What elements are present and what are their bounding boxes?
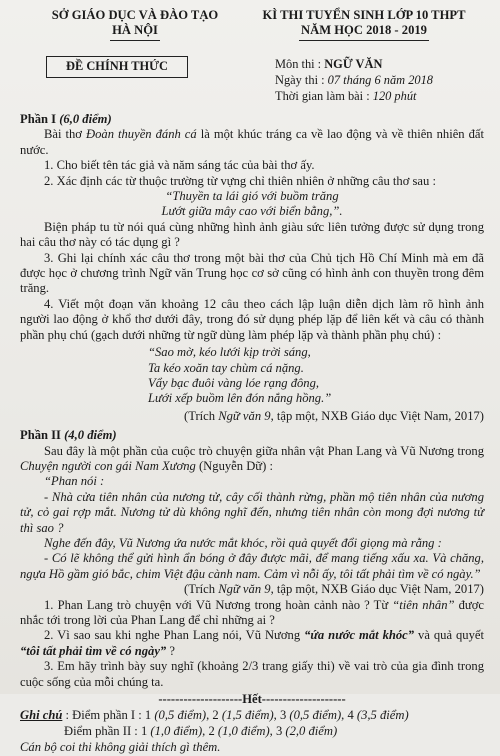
part-2-intro: Sau đây là một phần của cuộc trò chuyện giữa nhân vật Phan Lang và Vũ Nương trong Chuyện người con gái Nam Xương (Nguyễn Dữ) :	[20, 443, 484, 473]
dialogue-line-3: - Có lẽ không thể gửi hình ẩn bóng ở đây được mãi, để mang tiếng xấu xa. Và chăng, ngựa Hồ gầm gió bắc, chim Việt đậu cành nam. Cảm vì nỗi ấy, tôi tất phải tìm về có ngày.”	[20, 551, 484, 581]
part-2-title: Phần II (4,0 điểm)	[20, 428, 117, 443]
part-1-intro: Bài thơ Đoàn thuyền đánh cá là một khúc tráng ca về lao động và về thiên nhiên đất nước.	[20, 127, 484, 157]
dialogue-speaker: “Phan nói :	[44, 474, 105, 489]
end-mark: --------------------Hết--------------------	[158, 692, 346, 707]
part-1-question-2: 2. Xác định các từ thuộc trường từ vựng chỉ thiên nhiên ở những câu thơ sau :	[44, 173, 436, 188]
part-1-question-4: 4. Viết một đoạn văn khoảng 12 câu theo cách lập luận diễn dịch làm rõ hình ảnh người lao động ở khổ thơ dưới đây, trong đó sử dụng phép lặp để liên kết và câu có thành phần phụ chú (gạch dưới những từ ngữ dùng làm phép lặp và thành phần phụ chú) :	[20, 296, 484, 342]
part-1-question-3: 3. Ghi lại chính xác câu thơ trong một bài thơ của Chủ tịch Hồ Chí Minh mà em đã được học ở chương trình Ngữ văn Trung học cơ sở cũng có hình ảnh con thuyền trong đêm trăng.	[20, 250, 484, 296]
verse-line-2: Lướt giữa mây cao với biển bằng,”.	[161, 204, 343, 219]
part-2-source: (Trích Ngữ văn 9, tập một, NXB Giáo dục Việt Nam, 2017)	[184, 582, 484, 597]
part-2-question-2: 2. Vì sao sau khi nghe Phan Lang nói, Vũ Nương “ứa nước mắt khóc” và quả quyết “tôi tất phải tìm về có ngày” ?	[20, 628, 484, 658]
official-label: ĐỀ CHÍNH THỨC	[46, 56, 188, 78]
poem-line: “Sao mờ, kéo lưới kịp trời sáng,	[148, 345, 311, 360]
notes-line-2: Điểm phần II : 1 (1,0 điểm), 2 (1,0 điểm), 3 (2,0 điểm)	[64, 723, 338, 738]
part-1-question-2b: Biện pháp tu từ nói quá cùng những hình ảnh giàu sức liên tưởng được sử dụng trong hai câu thơ này có tác dụng gì ?	[20, 219, 484, 250]
exam-title: KÌ THI TUYỂN SINH LỚP 10 THPT	[262, 8, 466, 22]
part-2-question-3: 3. Em hãy trình bày suy nghĩ (khoảng 2/3 trang giấy thi) về vai trò của gia đình trong cuộc sống của mỗi chúng ta.	[20, 659, 484, 689]
time-row: Thời gian làm bài : 120 phút	[275, 89, 417, 103]
exam-meta	[275, 56, 433, 104]
dialogue-line-2: Nghe đến đây, Vũ Nương ứa nước mắt khóc, rồi quả quyết đổi giọng mà rằng :	[44, 535, 442, 550]
poem-line: Vẩy bạc đuôi vàng lóe rạng đông,	[148, 375, 320, 390]
part-1-title: Phần I (6,0 điểm)	[20, 112, 112, 126]
footer-note: Cán bộ coi thi không giải thích gì thêm.	[20, 740, 221, 755]
date-row: Ngày thi : 07 tháng 6 năm 2018	[275, 73, 433, 87]
subject-row: Môn thi : NGỮ VĂN	[275, 57, 383, 71]
exam-header	[20, 8, 484, 108]
part-1-source: (Trích Ngữ văn 9, tập một, NXB Giáo dục Việt Nam, 2017)	[184, 408, 484, 423]
issuer-block	[20, 8, 250, 41]
poem-excerpt	[20, 345, 484, 407]
notes-line-1: Ghi chú : Điểm phần I : 1 (0,5 điểm), 2 (1,5 điểm), 3 (0,5 điểm), 4 (3,5 điểm)	[20, 708, 409, 723]
part-1	[20, 112, 484, 424]
poem-line: Lưới xếp buồm lên đón nắng hồng.”	[148, 391, 332, 406]
verse-line-1: “Thuyền ta lái gió với buồm trăng	[165, 189, 339, 204]
part-1-question-1: 1. Cho biết tên tác giả và năm sáng tác của bài thơ ấy.	[44, 158, 315, 173]
part-2-question-1: 1. Phan Lang trò chuyện với Vũ Nương trong hoàn cảnh nào ? Từ “tiên nhân” được nhắc tới trong lời của Phan Lang để chỉ những ai ?	[20, 597, 484, 627]
poem-line: Ta kéo xoăn tay chùm cá nặng.	[148, 360, 304, 375]
score-notes	[20, 708, 484, 739]
exam-title-block	[244, 8, 484, 41]
part-2	[20, 428, 484, 690]
department-name: SỞ GIÁO DỤC VÀ ĐÀO TẠO	[51, 8, 219, 22]
dialogue-line-1: - Nhà cửa tiên nhân của nương tử, cây cối thành rừng, phần mộ tiên nhân của nương tử, cỏ gai rợp mắt. Nương tử dù không nghĩ đến, nhưng tiên nhân còn mong đợi nương tử thì sao ?	[20, 489, 484, 535]
school-year: NĂM HỌC 2018 - 2019	[299, 23, 429, 40]
city-name: HÀ NỘI	[110, 23, 160, 40]
